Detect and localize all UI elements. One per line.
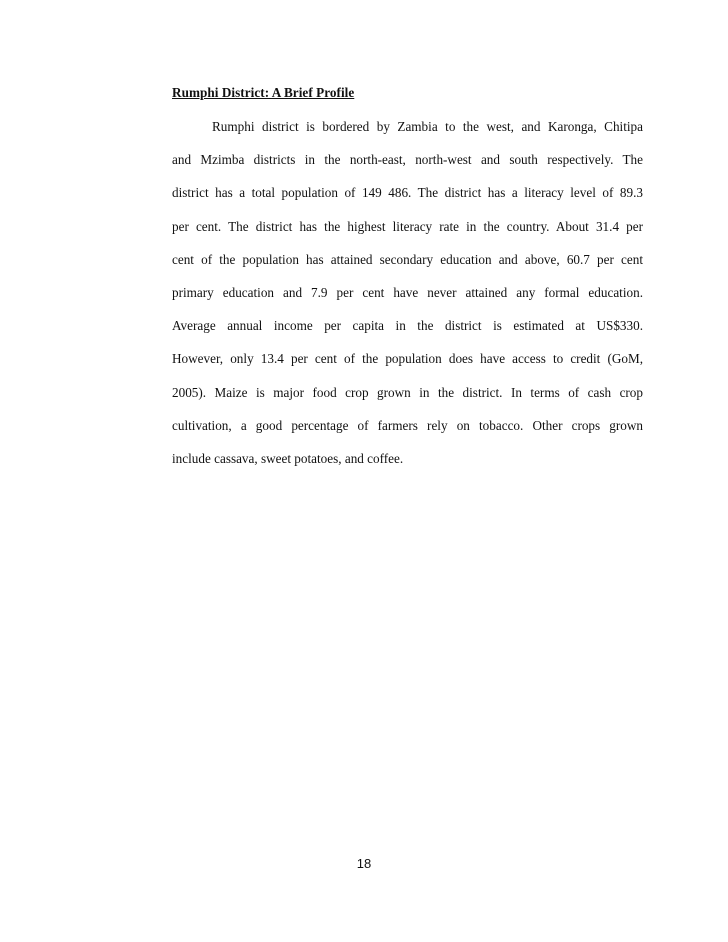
section-heading: Rumphi District: A Brief Profile bbox=[172, 85, 355, 100]
page-number: 18 bbox=[356, 856, 372, 871]
paragraph-line: district has a total population of 149 486. The district has a literacy level of 89.3 bbox=[172, 185, 643, 201]
paragraph-line: Rumphi district is bordered by Zambia to the west, and Karonga, Chitipa bbox=[212, 119, 643, 134]
paragraph-line: include cassava, sweet potatoes, and coffee. bbox=[172, 450, 404, 466]
paragraph-line: However, only 13.4 per cent of the population does have access to credit (GoM, bbox=[172, 351, 643, 367]
paragraph-line: per cent. The district has the highest literacy rate in the country. About 31.4 per bbox=[172, 218, 643, 234]
paragraph-line: Average annual income per capita in the district is estimated at US$330. bbox=[172, 318, 643, 334]
body-paragraph bbox=[172, 110, 643, 475]
paragraph-line: cultivation, a good percentage of farmers rely on tobacco. Other crops grown bbox=[172, 417, 643, 433]
paragraph-line: cent of the population has attained secondary education and above, 60.7 per cent bbox=[172, 251, 643, 267]
paragraph-line: and Mzimba districts in the north-east, north-west and south respectively. The bbox=[172, 152, 643, 168]
paragraph-line: 2005). Maize is major food crop grown in the district. In terms of cash crop bbox=[172, 384, 643, 400]
paragraph-line: primary education and 7.9 per cent have never attained any formal education. bbox=[172, 284, 643, 300]
